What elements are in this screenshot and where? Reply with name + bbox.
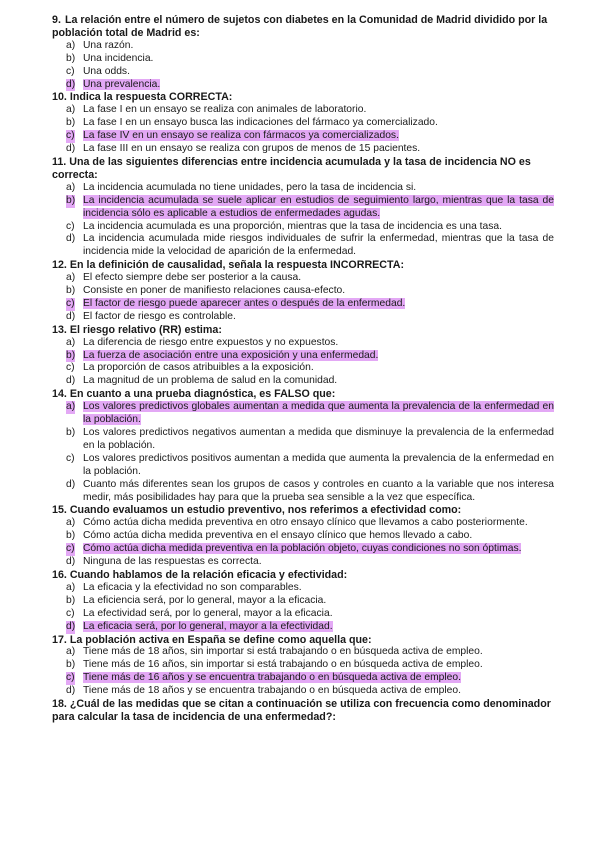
answer-option bbox=[66, 143, 554, 156]
option-text: Una prevalencia. bbox=[83, 78, 161, 90]
answer-option-highlighted bbox=[66, 401, 554, 427]
question-text bbox=[52, 634, 554, 647]
option-text: El factor de riesgo es controlable. bbox=[83, 310, 236, 322]
option-text: Cuanto más diferentes sean los grupos de casos y controles en cuanto a la variable que nos interesa medir, más posibilidades hay para que la prueba sea sensible a la vez que específica. bbox=[83, 478, 554, 503]
option-letter: c) bbox=[66, 130, 75, 142]
option-text: La eficacia será, por lo general, mayor a la efectividad. bbox=[83, 620, 333, 632]
answer-option bbox=[66, 272, 554, 285]
question-number: 12. bbox=[52, 259, 67, 272]
option-letter: b) bbox=[66, 427, 76, 438]
answer-options bbox=[52, 646, 554, 698]
question-number: 13. bbox=[52, 323, 67, 336]
option-text: Cómo actúa dicha medida preventiva en el ensayo clínico que hemos llevado a cabo. bbox=[83, 530, 473, 542]
answer-options bbox=[52, 40, 554, 92]
option-letter: b) bbox=[66, 594, 76, 606]
option-letter: a) bbox=[66, 401, 76, 413]
answer-option-highlighted bbox=[66, 350, 554, 363]
answer-option bbox=[66, 40, 554, 53]
answer-options bbox=[52, 517, 554, 569]
answer-option bbox=[66, 608, 554, 621]
answer-options bbox=[52, 272, 554, 324]
option-text: El efecto siempre debe ser posterior a la causa. bbox=[83, 272, 302, 284]
option-letter: b) bbox=[66, 117, 76, 129]
answer-option bbox=[66, 427, 554, 453]
answer-option bbox=[66, 117, 554, 130]
answer-options bbox=[52, 182, 554, 259]
question-text bbox=[52, 324, 554, 337]
option-letter: d) bbox=[66, 375, 76, 387]
option-letter: a) bbox=[66, 272, 76, 284]
option-text: La efectividad será, por lo general, mayor a la eficacia. bbox=[83, 607, 333, 619]
option-letter: c) bbox=[66, 297, 75, 309]
option-letter: a) bbox=[66, 39, 76, 51]
option-letter: d) bbox=[66, 556, 76, 568]
option-letter: b) bbox=[66, 659, 76, 671]
option-letter: c) bbox=[66, 607, 75, 619]
option-letter: b) bbox=[66, 285, 76, 297]
option-letter: a) bbox=[66, 336, 76, 348]
option-text: La incidencia acumulada es una proporción, mientras que la tasa de incidencia es una tasa. bbox=[83, 220, 503, 232]
option-letter: a) bbox=[66, 104, 76, 116]
question-stem: La relación entre el número de sujetos con diabetes en la Comunidad de Madrid dividido por la población total de Madrid es: bbox=[52, 14, 548, 39]
option-letter: c) bbox=[66, 362, 75, 374]
option-letter: c) bbox=[66, 672, 75, 684]
option-text: El factor de riesgo puede aparecer antes o después de la enfermedad. bbox=[83, 297, 406, 309]
answer-option bbox=[66, 595, 554, 608]
answer-option bbox=[66, 53, 554, 66]
option-text: Tiene más de 16 años, sin importar si está trabajando o en búsqueda activa de empleo. bbox=[83, 659, 483, 671]
option-text: Los valores predictivos negativos aumentan a medida que disminuye la prevalencia de la enfermedad en la población. bbox=[83, 427, 554, 451]
answer-option-highlighted bbox=[66, 195, 554, 221]
answer-option bbox=[66, 221, 554, 234]
answer-options bbox=[52, 582, 554, 634]
option-text: Consiste en poner de manifiesto relaciones causa-efecto. bbox=[83, 285, 346, 297]
question-text bbox=[52, 14, 554, 40]
option-letter: b) bbox=[66, 52, 76, 64]
answer-options bbox=[52, 104, 554, 156]
option-text: Una razón. bbox=[83, 39, 134, 51]
question-number: 16. bbox=[52, 568, 67, 581]
option-text: Una incidencia. bbox=[83, 52, 154, 64]
question-text bbox=[52, 698, 554, 724]
question-text bbox=[52, 504, 554, 517]
question-stem: El riesgo relativo (RR) estima: bbox=[69, 323, 222, 336]
option-text: Tiene más de 16 años y se encuentra trabajando o en búsqueda activa de empleo. bbox=[83, 672, 461, 684]
answer-option bbox=[66, 646, 554, 659]
option-letter: c) bbox=[66, 543, 75, 555]
question-stem: Cuando hablamos de la relación eficacia y efectividad: bbox=[69, 568, 348, 581]
question-number: 15. bbox=[52, 504, 67, 517]
question-text bbox=[52, 156, 554, 182]
question-stem: Una de las siguientes diferencias entre incidencia acumulada y la tasa de incidencia NO es correcta: bbox=[52, 155, 531, 181]
answer-option bbox=[66, 375, 554, 388]
option-letter: a) bbox=[66, 646, 76, 658]
option-text: La fase III en un ensayo se realiza con grupos de menos de 15 pacientes. bbox=[83, 143, 421, 155]
option-letter: b) bbox=[66, 194, 76, 206]
option-letter: c) bbox=[66, 65, 75, 77]
answer-option bbox=[66, 182, 554, 195]
option-text: Cómo actúa dicha medida preventiva en la población objeto, cuyas condiciones no son óptimas. bbox=[83, 543, 522, 555]
question-text bbox=[52, 388, 554, 401]
answer-option bbox=[66, 337, 554, 350]
answer-option-highlighted bbox=[66, 298, 554, 311]
option-letter: d) bbox=[66, 78, 76, 90]
option-text: Tiene más de 18 años, sin importar si está trabajando o en búsqueda activa de empleo. bbox=[83, 646, 483, 658]
option-text: Cómo actúa dicha medida preventiva en otro ensayo clínico que llevamos a cabo posteriormente. bbox=[83, 517, 528, 529]
answer-options bbox=[52, 337, 554, 389]
option-letter: d) bbox=[66, 685, 76, 697]
answer-option bbox=[66, 233, 554, 259]
answer-option bbox=[66, 556, 554, 569]
answer-option bbox=[66, 517, 554, 530]
option-letter: d) bbox=[66, 233, 76, 245]
answer-option-highlighted bbox=[66, 543, 554, 556]
answer-option bbox=[66, 530, 554, 543]
option-text: La incidencia acumulada no tiene unidades, pero la tasa de incidencia si. bbox=[83, 181, 417, 193]
option-letter: b) bbox=[66, 530, 76, 542]
option-letter: d) bbox=[66, 310, 76, 322]
option-text: Ninguna de las respuestas es correcta. bbox=[83, 556, 262, 568]
option-text: La fuerza de asociación entre una exposición y una enfermedad. bbox=[83, 349, 379, 361]
question-text bbox=[52, 91, 554, 104]
option-letter: d) bbox=[66, 620, 76, 632]
answer-option bbox=[66, 66, 554, 79]
question-number: 10. bbox=[52, 91, 67, 104]
option-text: La eficacia y la efectividad no son comparables. bbox=[83, 581, 302, 593]
answer-option-highlighted bbox=[66, 130, 554, 143]
answer-option bbox=[66, 285, 554, 298]
option-text: Tiene más de 18 años y se encuentra trabajando o en búsqueda activa de empleo. bbox=[83, 685, 461, 697]
option-text: La fase IV en un ensayo se realiza con fármacos ya comercializados. bbox=[83, 130, 399, 142]
answer-option bbox=[66, 479, 554, 505]
answer-option bbox=[66, 685, 554, 698]
option-text: La incidencia acumulada mide riesgos individuales de sufrir la enfermedad, mientras que la tasa de incidencia mide la velocidad de aparición de la enfermedad. bbox=[83, 233, 554, 258]
option-text: La magnitud de un problema de salud en la comunidad. bbox=[83, 375, 338, 387]
option-letter: d) bbox=[66, 143, 76, 155]
question-stem: Indica la respuesta CORRECTA: bbox=[69, 91, 233, 104]
option-text: Los valores predictivos positivos aumentan a medida que aumenta la prevalencia de la enfermedad en la población. bbox=[83, 452, 554, 477]
answer-options bbox=[52, 401, 554, 504]
option-letter: d) bbox=[66, 478, 76, 490]
answer-option-highlighted bbox=[66, 672, 554, 685]
question-text bbox=[52, 259, 554, 272]
option-letter: c) bbox=[66, 452, 75, 464]
question-text bbox=[52, 569, 554, 582]
answer-option bbox=[66, 311, 554, 324]
question-stem: ¿Cuál de las medidas que se citan a continuación se utiliza con frecuencia como denominador para calcular la tasa de incidencia de una enfermedad?: bbox=[52, 698, 551, 723]
option-letter: a) bbox=[66, 517, 76, 529]
question-number: 9. bbox=[52, 14, 61, 26]
option-text: La fase I en un ensayo busca las indicaciones del fármaco ya comercializado. bbox=[83, 117, 438, 129]
answer-option bbox=[66, 453, 554, 479]
question-number: 11. bbox=[52, 155, 67, 168]
option-text: Los valores predictivos globales aumentan a medida que aumenta la prevalencia de la enfermedad en la población. bbox=[83, 401, 554, 426]
answer-option-highlighted bbox=[66, 79, 554, 92]
question-stem: En la definición de causalidad, señala la respuesta INCORRECTA: bbox=[69, 259, 405, 272]
option-text: La eficiencia será, por lo general, mayor a la eficacia. bbox=[83, 594, 327, 606]
question-stem: Cuando evaluamos un estudio preventivo, nos referimos a efectividad como: bbox=[69, 504, 462, 517]
question-stem: La población activa en España se define como aquella que: bbox=[69, 633, 372, 646]
question-number: 14. bbox=[52, 388, 67, 401]
answer-option bbox=[66, 104, 554, 117]
option-text: La fase I en un ensayo se realiza con animales de laboratorio. bbox=[83, 104, 367, 116]
option-letter: b) bbox=[66, 349, 76, 361]
answer-option bbox=[66, 582, 554, 595]
answer-option bbox=[66, 362, 554, 375]
answer-option bbox=[66, 659, 554, 672]
option-text: La diferencia de riesgo entre expuestos y no expuestos. bbox=[83, 336, 339, 348]
answer-option-highlighted bbox=[66, 621, 554, 634]
question-stem: En cuanto a una prueba diagnóstica, es FALSO que: bbox=[69, 388, 336, 401]
option-letter: a) bbox=[66, 181, 76, 193]
option-text: La incidencia acumulada se suele aplicar en estudios de seguimiento largo, mientras que la tasa de incidencia sólo es aplicable a estudios de enfermedades agudas. bbox=[83, 194, 554, 219]
question-number: 18. bbox=[52, 698, 67, 711]
question-number: 17. bbox=[52, 633, 67, 646]
option-letter: c) bbox=[66, 220, 75, 232]
option-text: La proporción de casos atribuibles a la exposición. bbox=[83, 362, 314, 374]
option-letter: a) bbox=[66, 581, 76, 593]
option-text: Una odds. bbox=[83, 65, 130, 77]
